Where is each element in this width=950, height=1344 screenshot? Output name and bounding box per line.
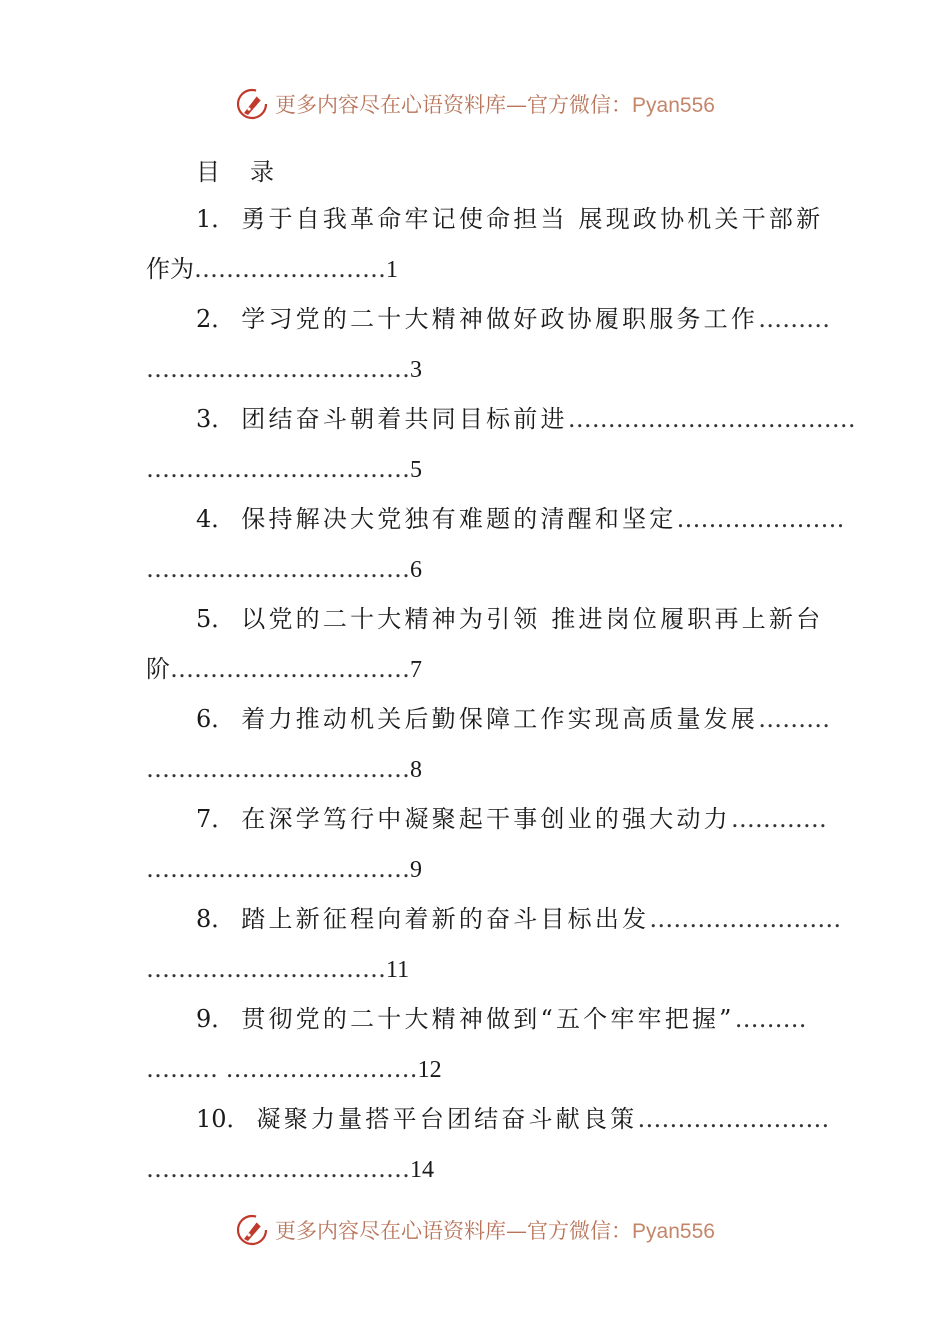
toc-leader-dots: ……… [734,1005,807,1033]
toc-leader-dots: …………………… [637,1105,830,1133]
toc-entry-page-line [146,254,806,284]
toc-entry-title-line [196,1104,830,1134]
toc-heading-char-2: 录 [250,158,274,186]
toc-heading [196,152,274,187]
banner-separator: — [506,93,528,117]
toc-entry-title-line [196,904,842,934]
toc-entry-number: 7． [196,805,236,833]
toc-entry-number: 5． [196,605,236,633]
toc-entry-page-line [146,1054,806,1084]
toc-leader-dots: ………… [730,805,827,833]
toc-entry-number: 4． [196,505,236,533]
toc-leader-dots: ……… [758,305,831,333]
toc-entry-title: 保持解决大党独有难题的清醒和坚定 [241,505,677,533]
pen-nib-logo-icon [235,1213,269,1247]
toc-entry-title: 着力推动机关后勤保障工作实现高质量发展 [241,705,759,733]
toc-entry-page-line [146,354,806,384]
toc-page-number: 7 [410,657,422,683]
toc-entry-6[interactable] [146,700,831,800]
banner-wechat-label: 官方微信： [527,1219,633,1243]
banner-site-name: 更多内容尽在心语资料库 [275,93,507,117]
toc-entry-page-line [146,854,806,884]
banner-text [275,1215,715,1245]
banner-text [275,89,715,119]
toc-heading-char-1: 目 [196,158,220,186]
toc-leader-dots: …………………… [194,255,386,283]
toc-entry-title-cont: 阶 [146,655,170,683]
toc-entry-title-line [196,204,824,234]
toc-page-number: 9 [410,857,422,883]
toc-entry-title-line [196,304,831,334]
toc-page-number: 6 [410,557,422,583]
toc-entry-title: 勇于自我革命牢记使命担当 展现政协机关干部新 [241,205,824,233]
toc-leader-dots: …………………………… [146,555,410,583]
toc-leader-dots: ………………………… [146,955,386,983]
banner-site-name: 更多内容尽在心语资料库 [275,1219,507,1243]
toc-entry-title: 学习党的二十大精神做好政协履职服务工作 [241,305,759,333]
toc-entry-3[interactable] [146,400,856,500]
toc-entry-title-line [196,804,827,834]
toc-entry-title-line [196,1004,806,1034]
toc-page-number: 11 [386,957,410,983]
toc-entry-1[interactable] [146,200,824,300]
toc-leader-dots: …………………… [649,905,842,933]
toc-entry-page-line [146,1154,806,1184]
toc-entry-title-line [196,404,856,434]
toc-entry-title: 团结奋斗朝着共同目标前进 [241,405,568,433]
toc-entry-number: 10． [196,1105,251,1133]
toc-entry-7[interactable] [146,800,827,900]
toc-entry-title-line [196,604,824,634]
toc-entry-page-line [146,454,806,484]
toc-page-number: 8 [410,757,422,783]
toc-entry-2[interactable] [146,300,831,400]
toc-page-number: 12 [417,1057,442,1083]
banner-wechat-id: Pyan556 [632,1220,715,1243]
toc-entry-9[interactable] [146,1000,806,1100]
toc-page-number: 1 [386,257,398,283]
toc-leader-dots: …………………………… [146,1155,410,1183]
toc-entry-title-line [196,704,831,734]
toc-page-number: 3 [410,357,422,383]
toc-entry-page-line [146,554,806,584]
toc-entry-title-cont: 作为 [146,255,194,283]
toc-leader-dots: …………………………… [146,455,410,483]
toc-leader-dots: ………………………… [170,655,410,683]
toc-leader-dots: …………………………… [146,355,410,383]
toc-entry-number: 8． [196,905,236,933]
toc-entry-4[interactable] [146,500,845,600]
toc-entry-8[interactable] [146,900,842,1000]
toc-entry-number: 6． [196,705,236,733]
toc-entry-number: 1． [196,205,236,233]
table-of-contents [146,200,856,1200]
toc-entry-title: 踏上新征程向着新的奋斗目标出发 [241,905,650,933]
toc-entry-page-line [146,954,806,984]
toc-entry-page-line [146,654,806,684]
banner-separator: — [506,1219,528,1243]
toc-entry-title: 以党的二十大精神为引领 推进岗位履职再上新台 [241,605,824,633]
toc-leader-dots: …………………………… [146,855,410,883]
toc-entry-5[interactable] [146,600,824,700]
toc-page-number: 14 [410,1157,434,1183]
header-banner [0,82,950,126]
toc-entry-title: 贯彻党的二十大精神做到“五个牢牢把握” [241,1005,735,1033]
toc-entry-number: 3． [196,405,236,433]
toc-leader-dots: …………………………… [146,755,410,783]
toc-entry-number: 9． [196,1005,236,1033]
toc-page-number: 5 [410,457,422,483]
toc-entry-number: 2． [196,305,236,333]
toc-entry-title-line [196,504,845,534]
toc-entry-10[interactable] [146,1100,830,1200]
toc-leader-dots: ……………………………… [567,405,856,433]
pen-nib-logo-icon [235,87,269,121]
toc-entry-title: 凝聚力量搭平台团结奋斗献良策 [256,1105,638,1133]
footer-banner [0,1208,950,1252]
toc-leader-dots: ………………… [676,505,845,533]
toc-leader-dots: ……… [758,705,831,733]
toc-entry-page-line [146,754,806,784]
banner-wechat-label: 官方微信： [527,93,633,117]
toc-entry-title: 在深学笃行中凝聚起干事创业的强大动力 [241,805,731,833]
toc-leader-dots: ……… …………………… [146,1055,418,1083]
banner-wechat-id: Pyan556 [632,94,715,117]
